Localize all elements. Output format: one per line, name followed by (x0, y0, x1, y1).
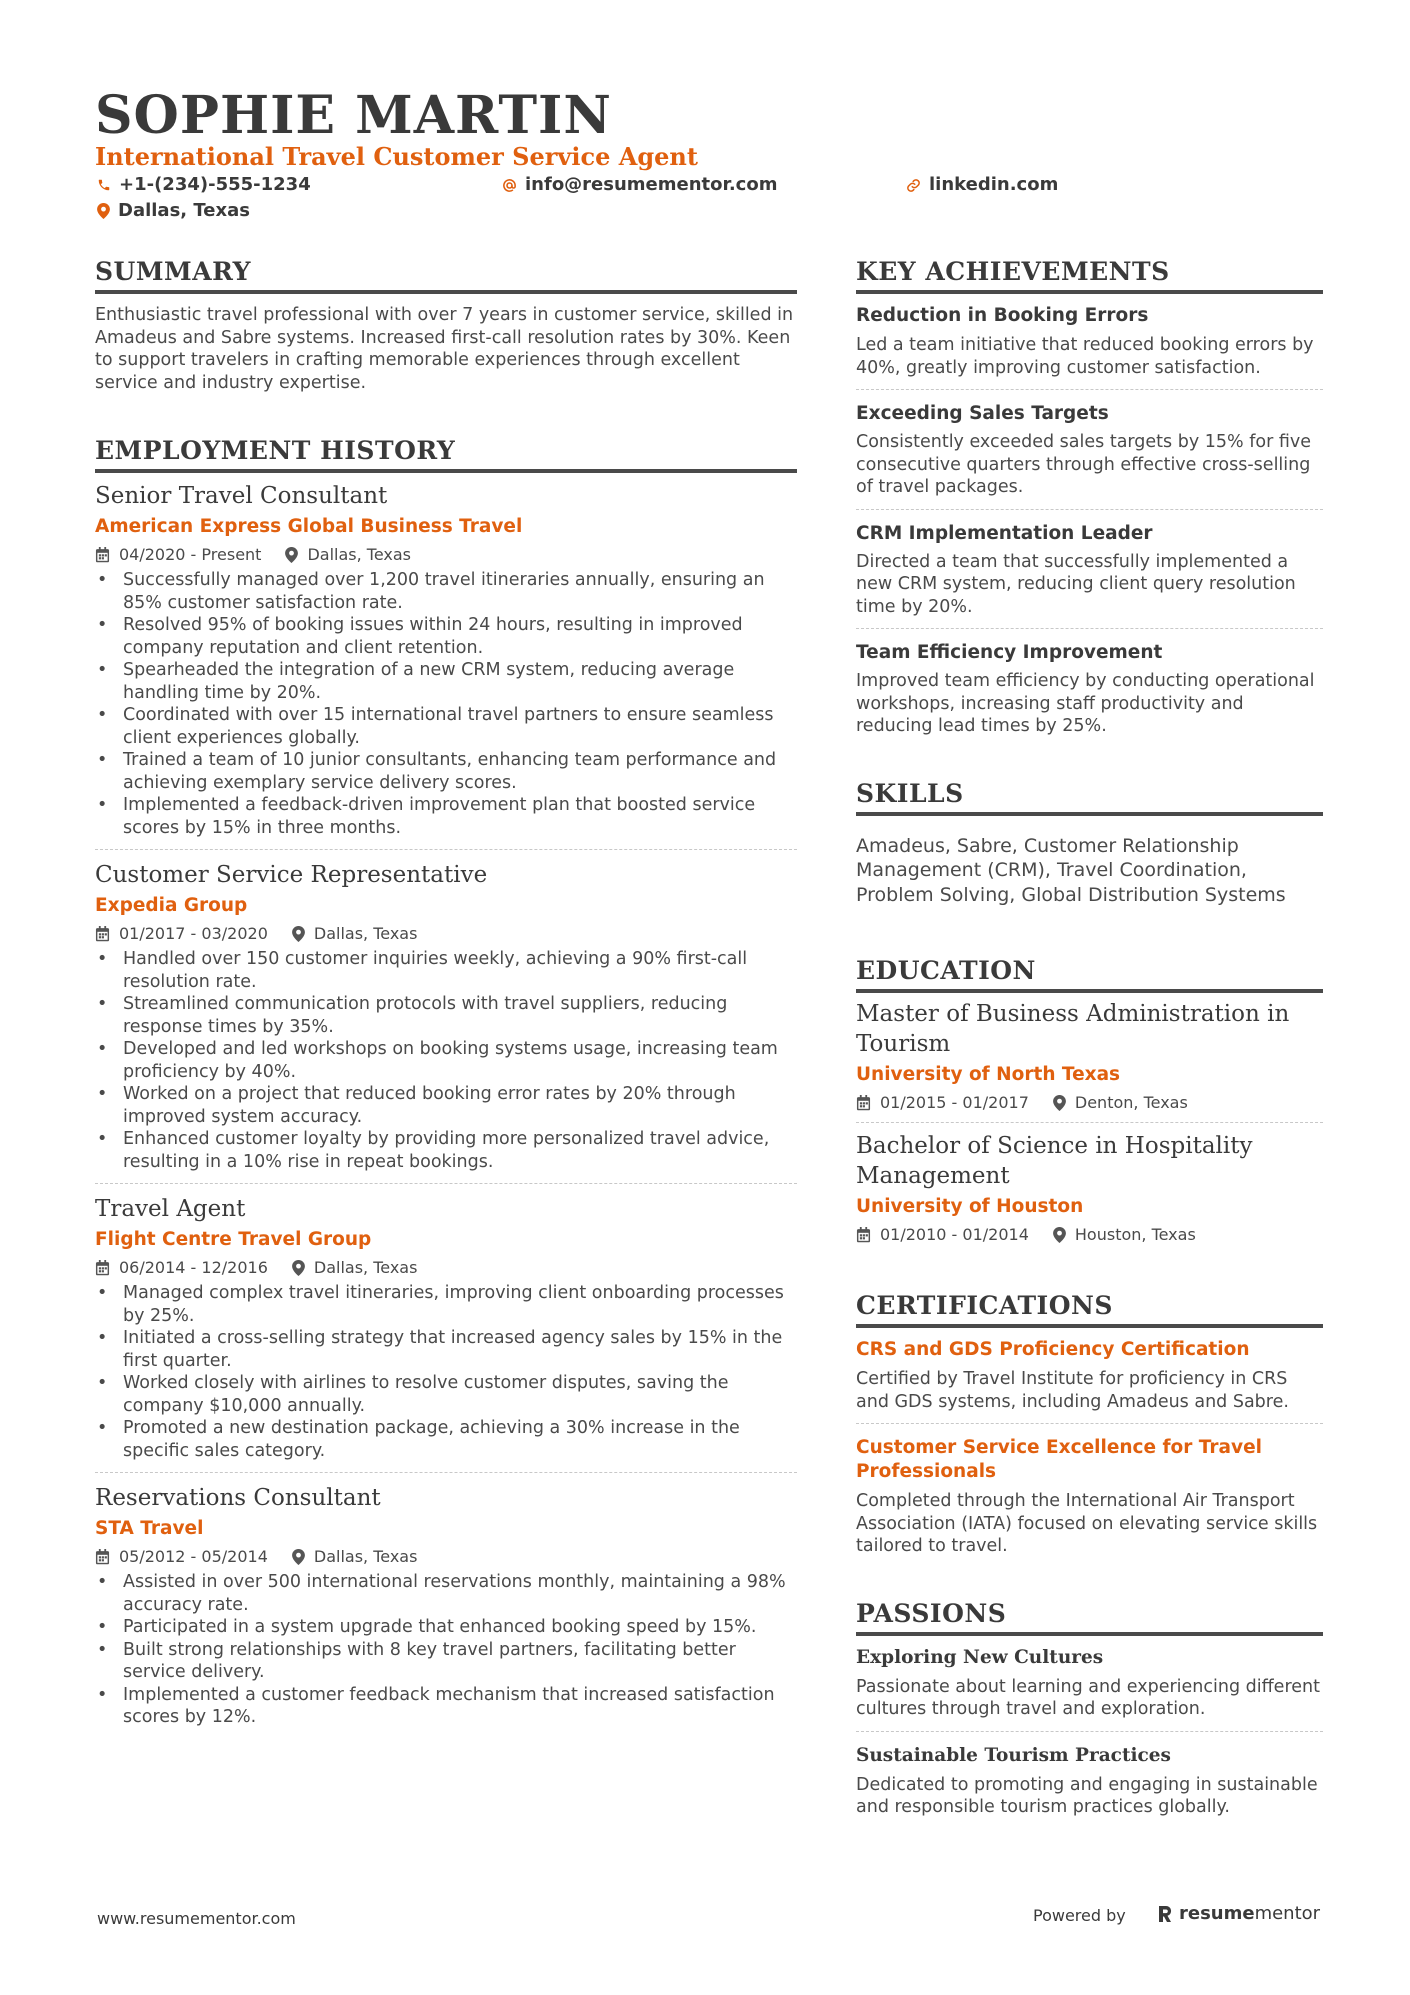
email-text: info@resumementor.com (525, 174, 778, 195)
contact-email[interactable] (502, 173, 777, 197)
bullet-item: • Successfully managed over 1,200 travel itineraries annually, ensuring an 85% customer satisfaction rate. (95, 569, 797, 614)
location-pin-icon (285, 547, 298, 563)
certification-item (856, 1338, 1323, 1413)
contact-location (97, 199, 250, 223)
job-dates: 06/2014 - 12/2016 (119, 1258, 268, 1277)
achievement-text: Led a team initiative that reduced booking errors by 40%, greatly improving customer satisfaction. (856, 335, 1314, 378)
phone-icon (97, 178, 111, 192)
education-meta (856, 1224, 1323, 1246)
job-bullets (95, 569, 797, 839)
certification-title: Customer Service Excellence for Travel Professionals (856, 1437, 1262, 1482)
passion-text: Dedicated to promoting and engaging in sustainable and responsible tourism practices globally. (856, 1774, 1318, 1817)
job-entry (95, 1194, 797, 1462)
bullet-item: • Worked closely with airlines to resolve customer disputes, saving the company $10,000 annually. (95, 1372, 797, 1417)
bullet-item: • Resolved 95% of booking issues within 24 hours, resulting in improved company reputation and client retention. (95, 614, 797, 659)
education-item (856, 999, 1323, 1114)
job-company: American Express Global Business Travel (95, 516, 523, 537)
divider (856, 1731, 1323, 1732)
divider (95, 1183, 797, 1184)
location-pin-icon (292, 1549, 305, 1565)
job-title: Travel Agent (95, 1196, 246, 1222)
achievements-heading: KEY ACHIEVEMENTS (856, 256, 1323, 294)
skills-heading: SKILLS (856, 778, 1323, 816)
job-company: Flight Centre Travel Group (95, 1229, 372, 1250)
bullet-item: • Implemented a feedback-driven improvement plan that boosted service scores by 15% in three months. (95, 794, 797, 839)
candidate-name: SOPHIE MARTIN (95, 85, 612, 146)
calendar-icon (95, 547, 110, 563)
bullet-item: • Developed and led workshops on booking systems usage, increasing team proficiency by 40%. (95, 1038, 797, 1083)
bullet-item: • Participated in a system upgrade that enhanced booking speed by 15%. (95, 1616, 797, 1639)
bullet-item: • Built strong relationships with 8 key travel partners, facilitating better service delivery. (95, 1639, 797, 1684)
achievement-item (856, 522, 1323, 619)
footer-url[interactable]: www.resumementor.com (97, 1909, 296, 1928)
achievement-item (856, 304, 1323, 379)
education-dates: 01/2015 - 01/2017 (880, 1093, 1029, 1112)
job-company: STA Travel (95, 1518, 204, 1539)
education-location: Denton, Texas (1074, 1093, 1188, 1112)
employment-heading: EMPLOYMENT HISTORY (95, 435, 797, 473)
calendar-icon (856, 1095, 871, 1111)
certification-title: CRS and GDS Proficiency Certification (856, 1339, 1250, 1360)
job-bullets (95, 1282, 797, 1462)
achievement-text: Consistently exceeded sales targets by 15% for five consecutive quarters through effective cross-selling of travel packages. (856, 432, 1311, 497)
summary-heading: SUMMARY (95, 256, 797, 294)
divider (856, 509, 1323, 510)
certification-item (856, 1436, 1323, 1558)
job-location: Dallas, Texas (307, 545, 412, 564)
certification-text: Certified by Travel Institute for proficiency in CRS and GDS systems, including Amadeus and Sabre. (856, 1369, 1289, 1412)
passion-title: Exploring New Cultures (856, 1646, 1104, 1668)
degree-title: Bachelor of Science in Hospitality Management (856, 1133, 1253, 1189)
job-bullets (95, 1571, 797, 1729)
job-location: Dallas, Texas (313, 924, 418, 943)
bullet-item: • Managed complex travel itineraries, improving client onboarding processes by 25%. (95, 1282, 797, 1327)
footer-powered-by: Powered by (1033, 1906, 1126, 1925)
location-pin-icon (292, 926, 305, 942)
passion-item (856, 1646, 1323, 1721)
location-pin-icon (97, 203, 110, 219)
divider (95, 849, 797, 850)
passion-title: Sustainable Tourism Practices (856, 1744, 1171, 1766)
job-dates: 05/2012 - 05/2014 (119, 1547, 268, 1566)
achievement-text: Improved team efficiency by conducting operational workshops, increasing staff productivity and reducing lead times by 25%. (856, 671, 1315, 736)
contact-linkedin[interactable] (906, 173, 1058, 197)
achievement-item (856, 641, 1323, 738)
achievements-section (856, 256, 1323, 738)
education-item (856, 1131, 1323, 1246)
school-name: University of North Texas (856, 1064, 1121, 1085)
skills-section (856, 778, 1323, 908)
bullet-item: • Handled over 150 customer inquiries weekly, achieving a 90% first-call resolution rate. (95, 948, 797, 993)
link-icon (906, 178, 921, 193)
achievement-title: Reduction in Booking Errors (856, 305, 1149, 326)
job-location: Dallas, Texas (313, 1547, 418, 1566)
passion-item (856, 1744, 1323, 1819)
education-location: Houston, Texas (1074, 1225, 1196, 1244)
passion-text: Passionate about learning and experiencing different cultures through travel and exploration. (856, 1676, 1320, 1719)
passions-heading: PASSIONS (856, 1598, 1323, 1636)
job-location: Dallas, Texas (313, 1258, 418, 1277)
achievement-text: Directed a team that successfully implemented a new CRM system, reducing client query resolution time by 20%. (856, 551, 1296, 617)
degree-title: Master of Business Administration in Tourism (856, 1001, 1290, 1057)
job-meta (95, 923, 797, 945)
education-section (856, 955, 1323, 1246)
divider (856, 1122, 1323, 1123)
bullet-item: • Coordinated with over 15 international travel partners to ensure seamless client experiences globally. (95, 704, 797, 749)
phone-text: +1-(234)-555-1234 (119, 174, 311, 195)
job-dates: 01/2017 - 03/2020 (119, 924, 268, 943)
bullet-item: • Enhanced customer loyalty by providing more personalized travel advice, resulting in a 10% rise in repeat bookings. (95, 1128, 797, 1173)
logo-text-mentor: mentor (1254, 1903, 1321, 1924)
education-meta (856, 1092, 1323, 1114)
candidate-role: International Travel Customer Service Agent (95, 142, 698, 171)
job-company: Expedia Group (95, 895, 248, 916)
job-dates: 04/2020 - Present (119, 545, 262, 564)
calendar-icon (95, 1260, 110, 1276)
job-meta (95, 544, 797, 566)
calendar-icon (856, 1227, 871, 1243)
contact-phone[interactable] (97, 173, 311, 197)
bullet-item: • Implemented a customer feedback mechanism that increased satisfaction scores by 12%. (95, 1684, 797, 1729)
bullet-item: • Initiated a cross-selling strategy that increased agency sales by 15% in the first quarter. (95, 1327, 797, 1372)
job-meta (95, 1257, 797, 1279)
job-bullets (95, 948, 797, 1173)
left-column (95, 256, 797, 1729)
job-entry (95, 860, 797, 1173)
achievement-title: CRM Implementation Leader (856, 522, 1153, 544)
achievement-title: Team Efficiency Improvement (856, 642, 1163, 663)
linkedin-text: linkedin.com (929, 174, 1059, 195)
achievement-item (856, 402, 1323, 499)
right-column (856, 256, 1323, 1819)
job-entry (95, 1483, 797, 1729)
certifications-section (856, 1290, 1323, 1558)
job-title: Customer Service Representative (95, 862, 488, 888)
summary-text: Enthusiastic travel professional with over 7 years in customer service, skilled in Amadeus and Sabre systems. Increased first-call resolution rates by 30%. Keen to support travelers in crafting memorable experiences through excellent service and industry expertise. (95, 305, 794, 393)
divider (856, 389, 1323, 390)
bullet-item: • Assisted in over 500 international reservations monthly, maintaining a 98% accuracy rate. (95, 1571, 797, 1616)
employment-section (95, 435, 797, 1729)
logo-text-resume: resume (1179, 1903, 1255, 1924)
at-icon (502, 178, 517, 193)
skills-text: Amadeus, Sabre, Customer Relationship Management (CRM), Travel Coordination, Problem Solving, Global Distribution Systems (856, 834, 1286, 906)
job-title: Senior Travel Consultant (95, 483, 388, 509)
divider (95, 1472, 797, 1473)
job-meta (95, 1546, 797, 1568)
school-name: University of Houston (856, 1196, 1084, 1217)
bullet-item: • Worked on a project that reduced booking error rates by 20% through improved system accuracy. (95, 1083, 797, 1128)
bullet-item: • Streamlined communication protocols with travel suppliers, reducing response times by 35%. (95, 993, 797, 1038)
passions-section (856, 1598, 1323, 1819)
divider (856, 1423, 1323, 1424)
achievement-title: Exceeding Sales Targets (856, 403, 1109, 424)
bullet-item: • Promoted a new destination package, achieving a 30% increase in the specific sales category. (95, 1417, 797, 1462)
education-dates: 01/2010 - 01/2014 (880, 1225, 1029, 1244)
location-pin-icon (1053, 1227, 1066, 1243)
bullet-item: • Spearheaded the integration of a new CRM system, reducing average handling time by 20%. (95, 659, 797, 704)
location-pin-icon (1053, 1095, 1066, 1111)
certifications-heading: CERTIFICATIONS (856, 1290, 1323, 1328)
education-heading: EDUCATION (856, 955, 1323, 993)
location-text: Dallas, Texas (118, 200, 250, 221)
resumementor-logo-icon (1157, 1904, 1173, 1924)
calendar-icon (95, 926, 110, 942)
divider (856, 628, 1323, 629)
certification-text: Completed through the International Air Transport Association (IATA) focused on elevating service skills tailored to travel. (856, 1491, 1318, 1556)
calendar-icon (95, 1549, 110, 1565)
footer-logo[interactable] (1157, 1903, 1320, 1924)
location-pin-icon (292, 1260, 305, 1276)
job-title: Reservations Consultant (95, 1485, 381, 1511)
bullet-item: • Trained a team of 10 junior consultants, enhancing team performance and achieving exemplary service delivery scores. (95, 749, 797, 794)
job-entry (95, 481, 797, 839)
summary-section (95, 256, 797, 394)
